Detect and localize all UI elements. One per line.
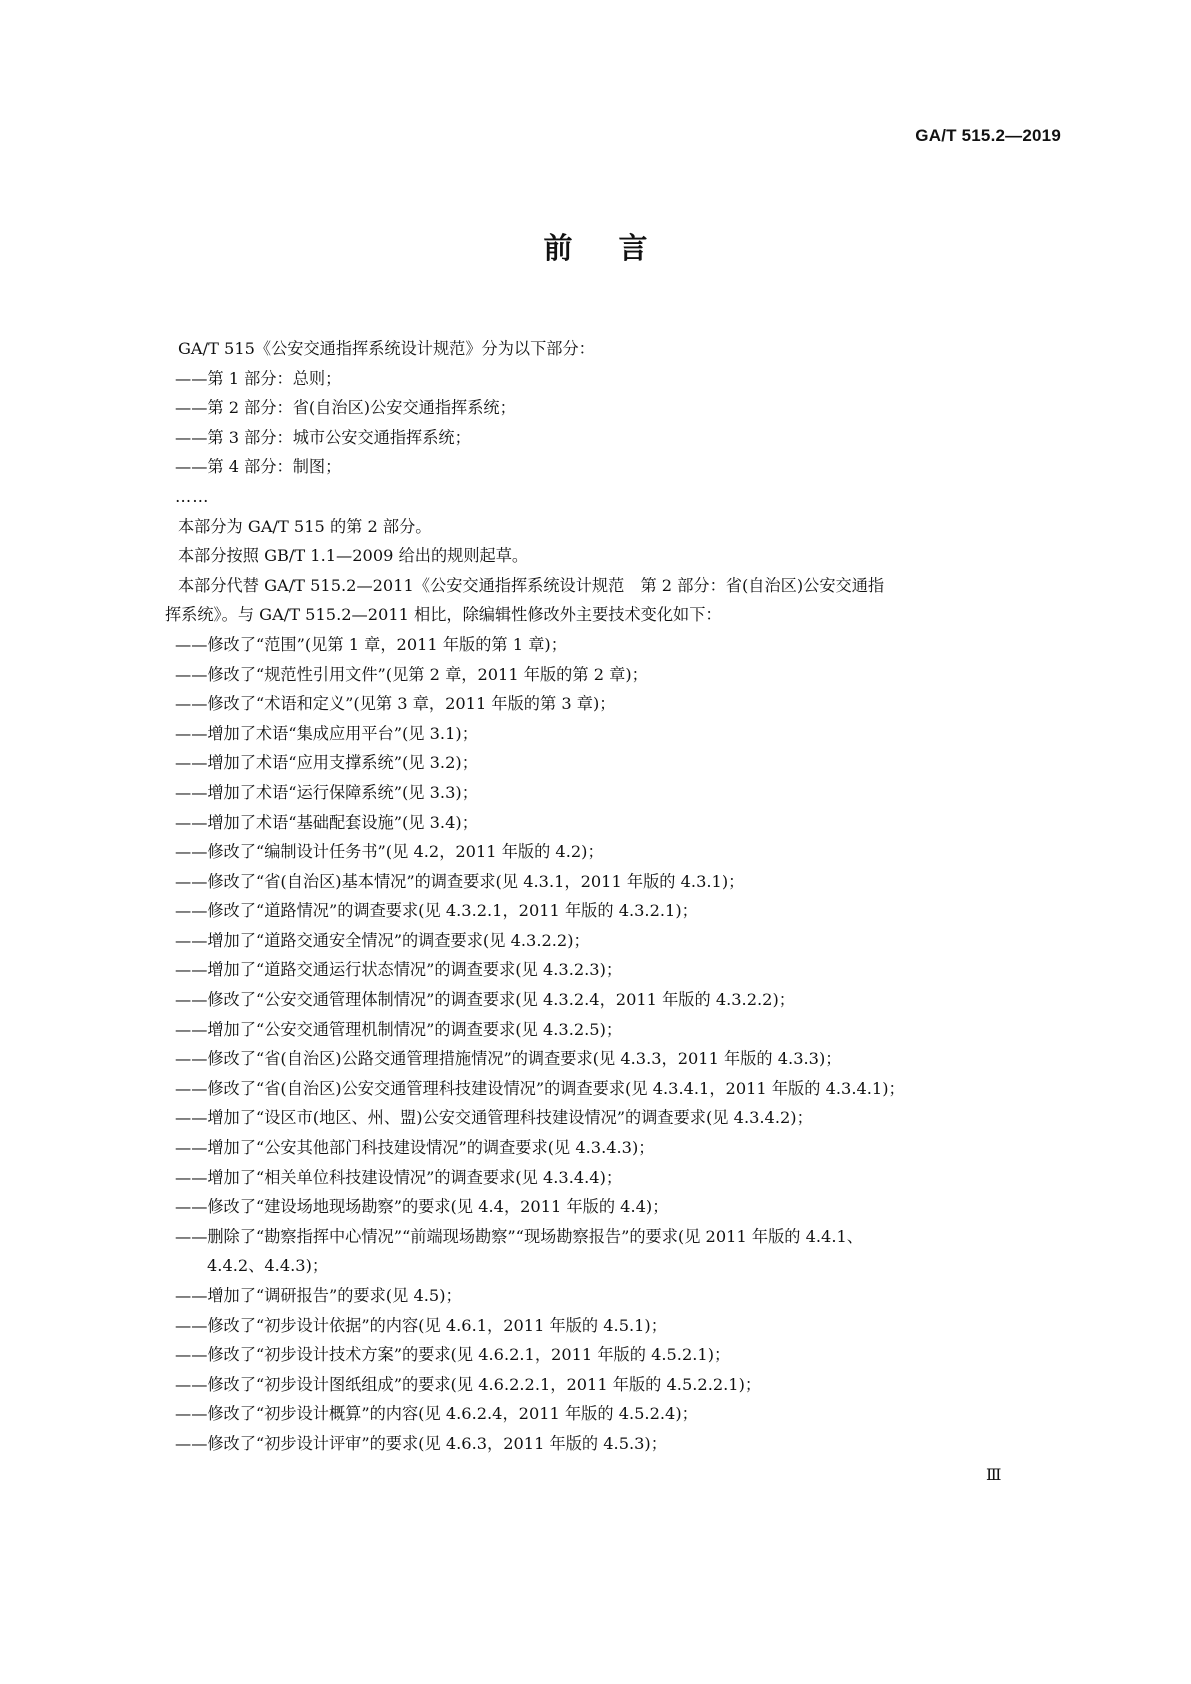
standard-code: GA/T 515.2—2019 bbox=[915, 126, 1061, 145]
body-paragraph: 本部分为 GA/T 515 的第 2 部分。 bbox=[178, 516, 432, 536]
list-item-continuation: 4.4.2、4.4.3)； bbox=[207, 1256, 329, 1276]
list-item: ——增加了术语“基础配套设施”(见 3.4)； bbox=[175, 812, 478, 832]
list-item: ——修改了“初步设计评审”的要求(见 4.6.3，2011 年版的 4.5.3)； bbox=[175, 1433, 667, 1453]
list-item: ——删除了“勘察指挥中心情况”“前端现场勘察”“现场勘察报告”的要求(见 2011 年版的 4.4.1、 bbox=[175, 1226, 863, 1246]
list-item: ——增加了“公安交通管理机制情况”的调查要求(见 4.3.2.5)； bbox=[175, 1019, 623, 1039]
body-paragraph: GA/T 515《公安交通指挥系统设计规范》分为以下部分： bbox=[178, 339, 595, 358]
list-item: ——第 2 部分：省(自治区)公安交通指挥系统； bbox=[175, 398, 516, 418]
list-item: ——第 1 部分：总则； bbox=[175, 368, 342, 388]
list-item: ——增加了“道路交通安全情况”的调查要求(见 4.3.2.2)； bbox=[175, 930, 590, 950]
page-number: Ⅲ bbox=[986, 1465, 1002, 1484]
list-item: ——修改了“省(自治区)公路交通管理措施情况”的调查要求(见 4.3.3，2011 年版的 4.3.3)； bbox=[175, 1049, 842, 1069]
document-body bbox=[165, 334, 1065, 1459]
ellipsis-line: …… bbox=[175, 486, 210, 506]
list-item: ——修改了“建设场地现场勘察”的要求(见 4.4，2011 年版的 4.4)； bbox=[175, 1197, 669, 1217]
list-item: ——修改了“范围”(见第 1 章，2011 年版的第 1 章)； bbox=[175, 634, 567, 654]
list-item: ——修改了“初步设计概算”的内容(见 4.6.2.4，2011 年版的 4.5.2.4)； bbox=[175, 1404, 698, 1424]
list-item: ——增加了术语“应用支撑系统”(见 3.2)； bbox=[175, 753, 478, 773]
list-item: ——增加了“相关单位科技建设情况”的调查要求(见 4.3.4.4)； bbox=[175, 1167, 623, 1187]
list-item: ——第 3 部分：城市公安交通指挥系统； bbox=[175, 427, 471, 447]
body-paragraph-continuation: 挥系统》。与 GA/T 515.2—2011 相比，除编辑性修改外主要技术变化如下： bbox=[165, 605, 722, 625]
body-paragraph: 本部分按照 GB/T 1.1—2009 给出的规则起草。 bbox=[178, 546, 529, 566]
list-item: ——修改了“编制设计任务书”(见 4.2，2011 年版的 4.2)； bbox=[175, 842, 604, 862]
list-item: ——增加了术语“集成应用平台”(见 3.1)； bbox=[175, 723, 478, 743]
list-item: ——修改了“公安交通管理体制情况”的调查要求(见 4.3.2.4，2011 年版的 4.3.2.2)； bbox=[175, 990, 795, 1010]
list-item: ——修改了“省(自治区)基本情况”的调查要求(见 4.3.1，2011 年版的 4.3.1)； bbox=[175, 871, 745, 891]
list-item: ——增加了“调研报告”的要求(见 4.5)； bbox=[175, 1286, 462, 1305]
list-item: ——修改了“初步设计技术方案”的要求(见 4.6.2.1，2011 年版的 4.5.2.1)； bbox=[175, 1345, 731, 1365]
body-paragraph: 本部分代替 GA/T 515.2—2011《公安交通指挥系统设计规范 第 2 部分：省(自治区)公安交通指 bbox=[178, 575, 885, 595]
list-item: ——修改了“省(自治区)公安交通管理科技建设情况”的调查要求(见 4.3.4.1，2011 年版的 4.3.4.1)； bbox=[175, 1078, 905, 1098]
page-title: 前言 bbox=[543, 231, 694, 265]
list-item: ——增加了“道路交通运行状态情况”的调查要求(见 4.3.2.3)； bbox=[175, 960, 623, 980]
list-item: ——修改了“初步设计图纸组成”的要求(见 4.6.2.2.1，2011 年版的 4.5.2.2.1)； bbox=[175, 1374, 762, 1394]
list-item: ——增加了术语“运行保障系统”(见 3.3)； bbox=[175, 782, 478, 802]
list-item: ——增加了“设区市(地区、州、盟)公安交通管理科技建设情况”的调查要求(见 4.3.4.2)； bbox=[175, 1108, 813, 1128]
list-item: ——修改了“规范性引用文件”(见第 2 章，2011 年版的第 2 章)； bbox=[175, 664, 648, 684]
list-item: ——修改了“道路情况”的调查要求(见 4.3.2.1，2011 年版的 4.3.2.1)； bbox=[175, 901, 698, 921]
list-item: ——修改了“初步设计依据”的内容(见 4.6.1，2011 年版的 4.5.1)； bbox=[175, 1315, 667, 1335]
list-item: ——第 4 部分：制图； bbox=[175, 457, 342, 477]
list-item: ——修改了“术语和定义”(见第 3 章，2011 年版的第 3 章)； bbox=[175, 694, 616, 714]
list-item: ——增加了“公安其他部门科技建设情况”的调查要求(见 4.3.4.3)； bbox=[175, 1138, 655, 1158]
